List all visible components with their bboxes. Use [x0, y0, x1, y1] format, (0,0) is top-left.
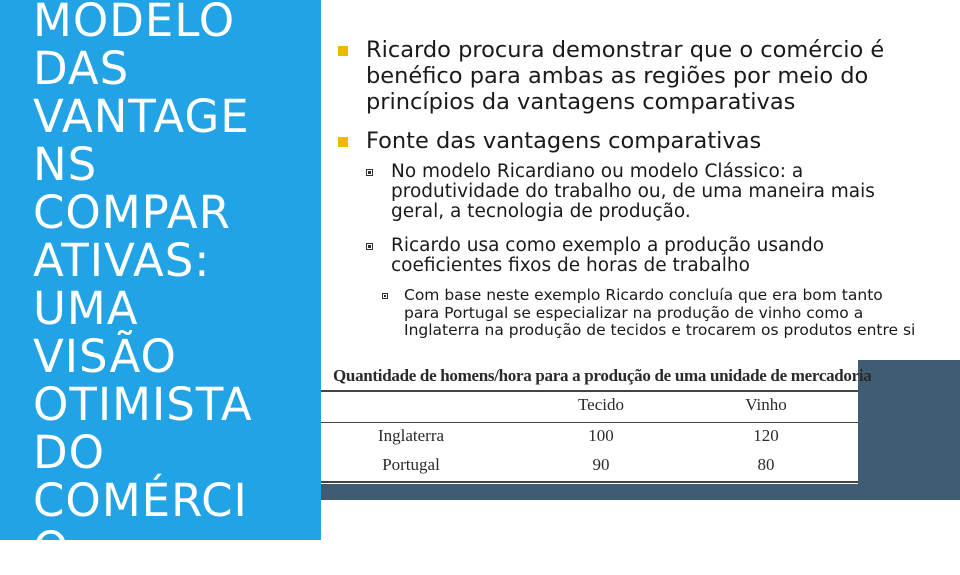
table-rule: [321, 481, 858, 483]
column-header: Tecido: [577, 395, 624, 414]
row-label: Inglaterra: [377, 426, 445, 445]
table-cell: 100: [588, 426, 614, 445]
title-line: DO: [33, 426, 106, 479]
slide-title: [33, 0, 313, 573]
title-panel: [0, 0, 321, 575]
table-rule: [321, 390, 858, 392]
title-line: NS: [33, 138, 98, 191]
table-rule: [321, 422, 858, 423]
row-label: Portugal: [382, 455, 440, 474]
bullet-modelo-ricardiano: [366, 162, 896, 222]
title-line: MODELO: [33, 0, 236, 47]
bullet-fonte-vantagens: [338, 128, 918, 154]
table-title: Quantidade de homens/hora para a produção de uma unidade de mercadoria: [333, 366, 872, 385]
title-line: ATIVAS:: [33, 234, 211, 287]
title-line: VANTAGE: [33, 90, 250, 143]
bullet-conclusao: [382, 287, 922, 359]
table-cell: 120: [753, 426, 779, 445]
square-bullet-icon: [338, 46, 348, 56]
checkbox-bullet-icon: [382, 293, 388, 299]
table-cell: 90: [592, 455, 610, 474]
bullet-text: Fonte das vantagens comparativas: [366, 128, 762, 154]
checkbox-bullet-icon: [366, 169, 373, 176]
bullet-text: Com base neste exemplo Ricardo concluía que era bom tanto para Portugal se especializar na produção de vinho como a Inglaterra na produção de tecidos e trocarem os produtos entre si: [404, 286, 916, 339]
bullet-ricardo-demonstra: [338, 37, 918, 115]
title-line: OTIMISTA: [33, 378, 253, 431]
bullet-text: Ricardo procura demonstrar que o comércio é benéfico para ambas as regiões por meio do princípios da vantagens comparativas: [366, 37, 885, 115]
data-table: [321, 360, 872, 484]
title-line: DAS: [33, 42, 130, 95]
title-line: COMÉRCI: [33, 474, 248, 527]
square-bullet-icon: [338, 137, 348, 147]
title-line: O: [33, 522, 70, 575]
title-line: UMA: [33, 282, 139, 335]
title-line: COMPAR: [33, 186, 231, 239]
title-line: VISÃO: [33, 330, 177, 383]
table-cell: 80: [757, 455, 775, 474]
checkbox-bullet-icon: [366, 243, 373, 250]
bullet-text: No modelo Ricardiano ou modelo Clássico: a produtividade do trabalho ou, de uma maneira mais geral, a tecnologia de produção.: [391, 161, 875, 222]
column-header: Vinho: [745, 395, 787, 414]
bullet-text: Ricardo usa como exemplo a produção usando coeficientes fixos de horas de trabalho: [391, 235, 825, 276]
bullet-ricardo-exemplo: [366, 236, 906, 276]
